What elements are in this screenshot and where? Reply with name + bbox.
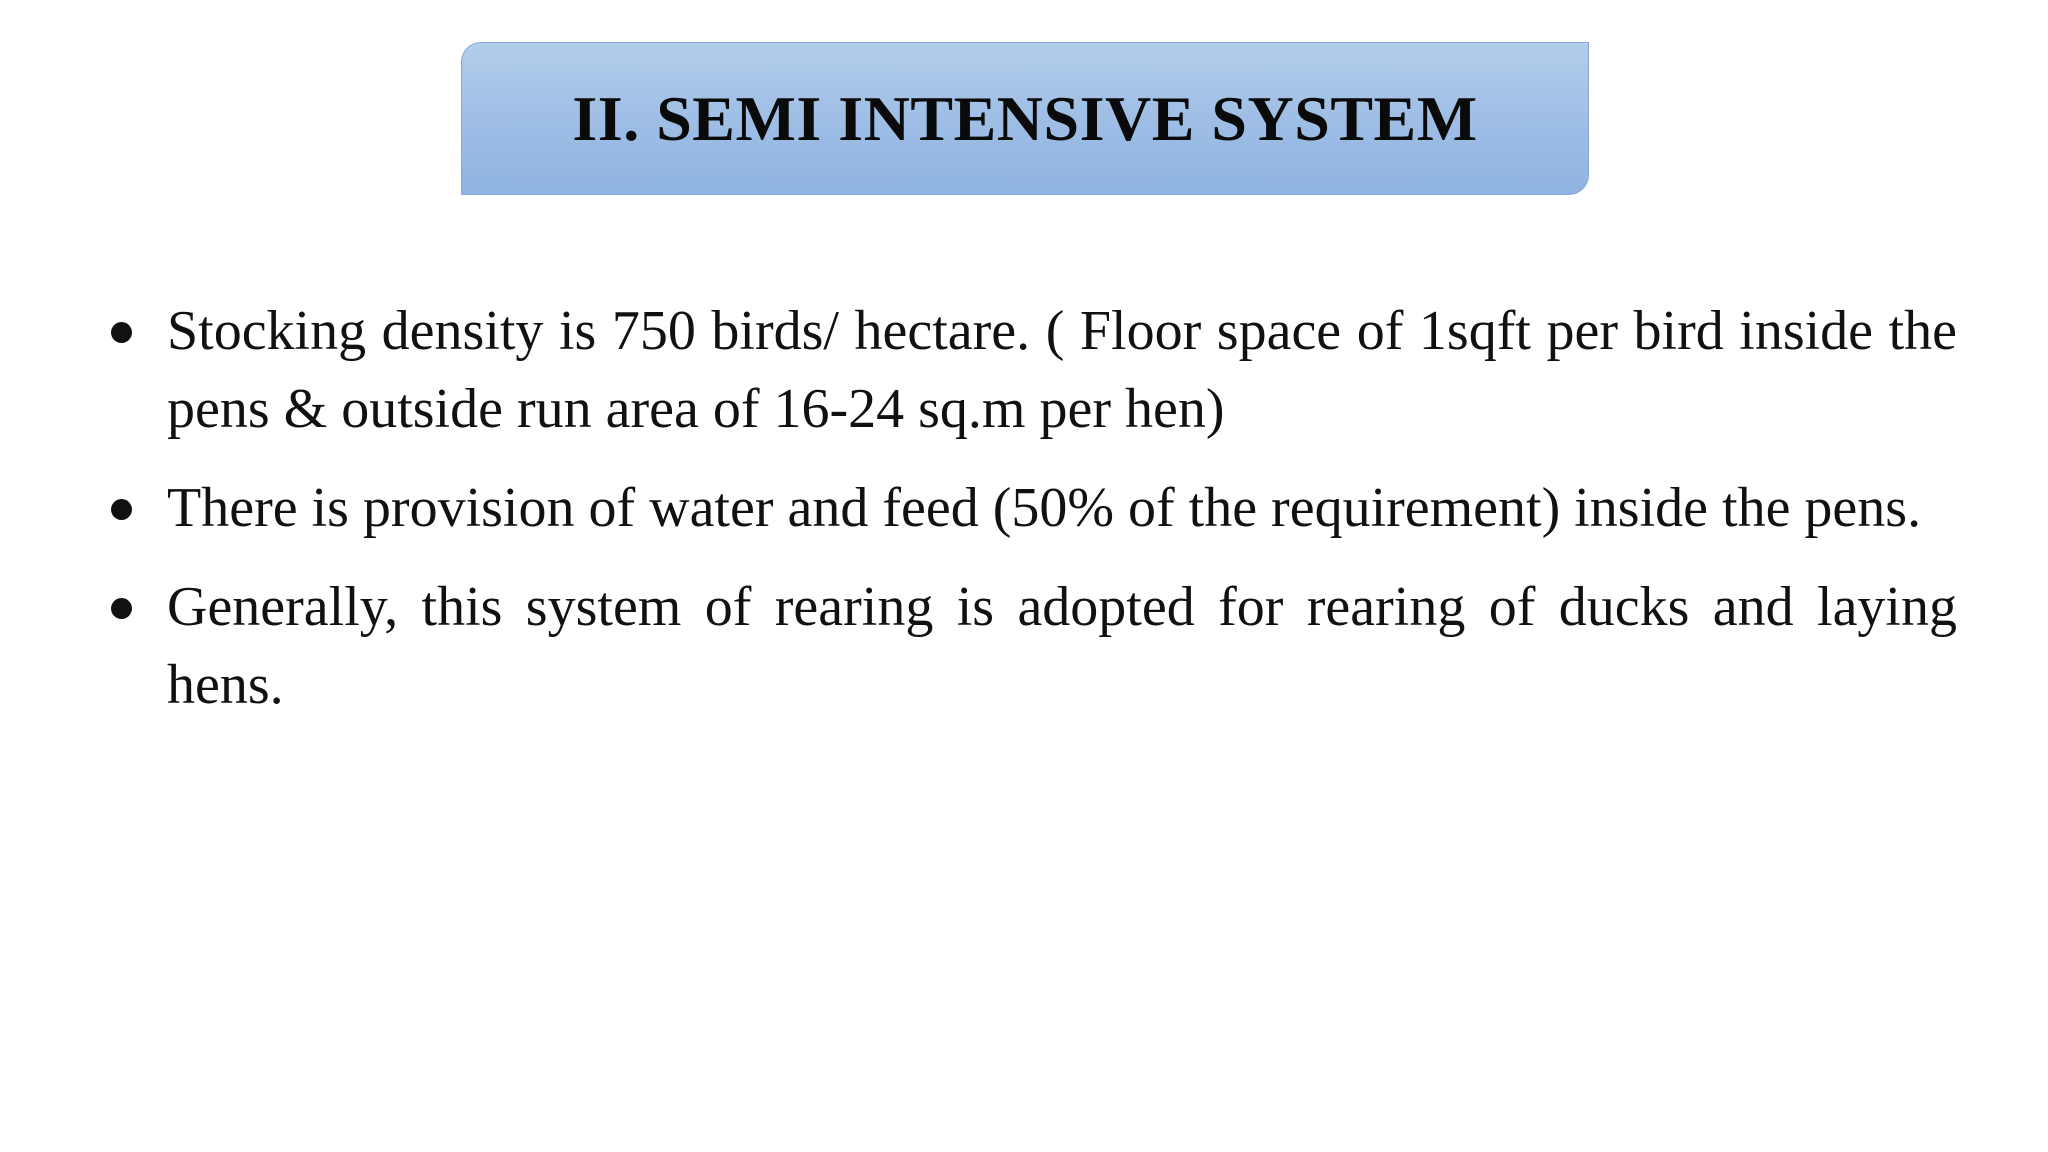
bullet-icon: [111, 499, 132, 520]
bullet-icon: [111, 322, 132, 343]
bullet-icon: [111, 598, 132, 619]
slide-title: II. SEMI INTENSIVE SYSTEM: [572, 82, 1478, 154]
bullet-text: There is provision of water and feed (50% of the requirement) inside the pens.: [167, 477, 1922, 539]
bullet-item: [107, 292, 1957, 448]
title-banner: [461, 42, 1589, 195]
bullet-item: [107, 568, 1957, 724]
bullet-text: Stocking density is 750 birds/ hectare. ( Floor space of 1sqft per bird inside the pens & outside run area of 16-24 sq.m per hen): [167, 300, 1957, 440]
bullet-text: Generally, this system of rearing is adopted for rearing of ducks and laying hens.: [167, 576, 1957, 716]
bullet-list: [107, 292, 1957, 745]
bullet-item: [107, 469, 1957, 547]
